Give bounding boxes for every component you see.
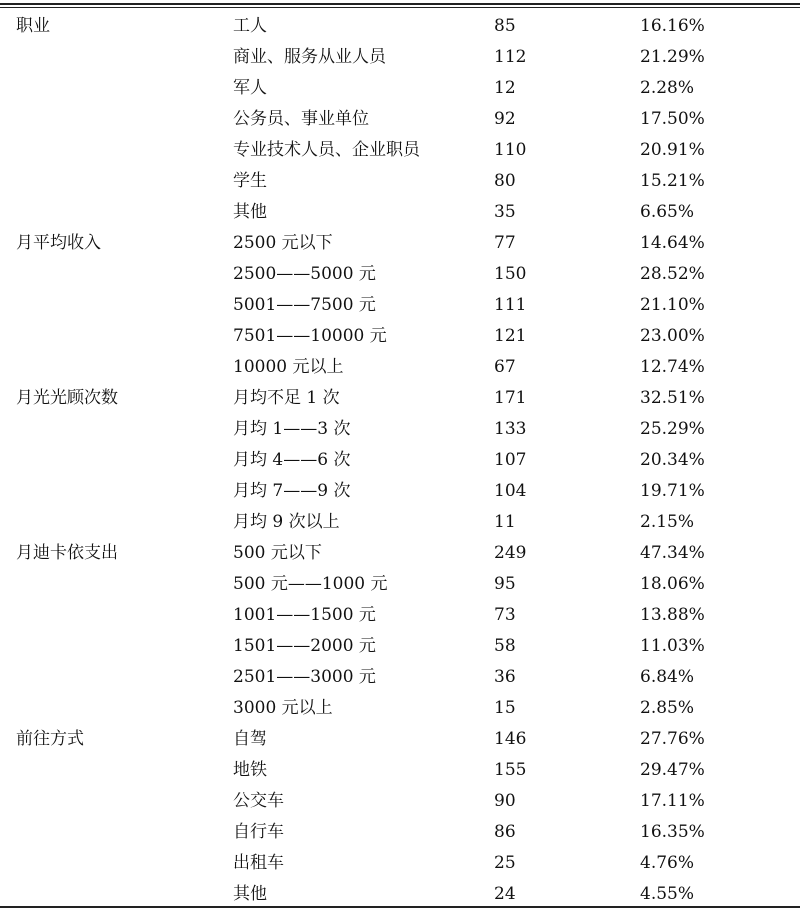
row-category: 其他 (233, 884, 267, 904)
row-category: 月均 7——9 次 (233, 481, 351, 501)
row-percent: 47.34% (640, 543, 705, 563)
table-row (0, 538, 800, 569)
row-percent: 4.76% (640, 853, 695, 873)
table-row (0, 414, 800, 445)
table-row (0, 11, 800, 42)
row-percent: 20.91% (640, 140, 705, 160)
row-count: 92 (494, 109, 516, 129)
row-percent: 15.21% (640, 171, 705, 191)
row-percent: 17.11% (640, 791, 705, 811)
table-row (0, 197, 800, 228)
row-category: 月均 4——6 次 (233, 450, 351, 470)
row-group-label: 月平均收入 (16, 233, 101, 253)
table-row (0, 445, 800, 476)
table-row (0, 228, 800, 259)
row-percent: 19.71% (640, 481, 705, 501)
row-count: 110 (494, 140, 527, 160)
row-category: 月均不足 1 次 (233, 388, 340, 408)
row-category: 地铁 (233, 760, 267, 780)
table-row (0, 259, 800, 290)
row-category: 5001——7500 元 (233, 295, 376, 315)
table-row (0, 600, 800, 631)
row-category: 公务员、事业单位 (233, 109, 369, 129)
row-count: 85 (494, 16, 516, 36)
row-percent: 2.15% (640, 512, 695, 532)
table-row (0, 817, 800, 848)
row-percent: 2.85% (640, 698, 695, 718)
row-percent: 18.06% (640, 574, 705, 594)
row-count: 15 (494, 698, 516, 718)
row-count: 171 (494, 388, 527, 408)
row-percent: 20.34% (640, 450, 705, 470)
row-category: 3000 元以上 (233, 698, 333, 718)
row-category: 自驾 (233, 729, 267, 749)
row-count: 121 (494, 326, 527, 346)
table-row (0, 73, 800, 104)
row-percent: 12.74% (640, 357, 705, 377)
row-count: 104 (494, 481, 527, 501)
row-category: 7501——10000 元 (233, 326, 387, 346)
table-row (0, 42, 800, 73)
row-percent: 4.55% (640, 884, 695, 904)
table-row (0, 321, 800, 352)
table-row (0, 631, 800, 662)
row-count: 112 (494, 47, 527, 67)
row-percent: 13.88% (640, 605, 705, 625)
row-count: 67 (494, 357, 516, 377)
table-row (0, 135, 800, 166)
row-category: 500 元——1000 元 (233, 574, 388, 594)
row-group-label: 月迪卡依支出 (16, 543, 118, 563)
row-category: 500 元以下 (233, 543, 322, 563)
row-percent: 32.51% (640, 388, 705, 408)
row-count: 133 (494, 419, 527, 439)
row-count: 77 (494, 233, 516, 253)
row-category: 2501——3000 元 (233, 667, 376, 687)
table-row (0, 755, 800, 786)
row-percent: 14.64% (640, 233, 705, 253)
row-category: 商业、服务从业人员 (233, 47, 386, 67)
table-row (0, 662, 800, 693)
row-count: 249 (494, 543, 527, 563)
statistics-table (0, 11, 800, 910)
row-group-label: 前往方式 (16, 729, 84, 749)
row-group-label: 月光光顾次数 (16, 388, 118, 408)
row-percent: 27.76% (640, 729, 705, 749)
row-percent: 23.00% (640, 326, 705, 346)
row-category: 月均 9 次以上 (233, 512, 340, 532)
table-row (0, 848, 800, 879)
row-count: 86 (494, 822, 516, 842)
row-percent: 16.35% (640, 822, 705, 842)
row-percent: 29.47% (640, 760, 705, 780)
table-row (0, 786, 800, 817)
table-row (0, 104, 800, 135)
row-category: 1501——2000 元 (233, 636, 376, 656)
row-category: 专业技术人员、企业职员 (233, 140, 420, 160)
row-percent: 17.50% (640, 109, 705, 129)
table-bottom-rule (0, 906, 800, 908)
row-percent: 16.16% (640, 16, 705, 36)
row-category: 10000 元以上 (233, 357, 344, 377)
row-percent: 2.28% (640, 78, 695, 98)
row-percent: 28.52% (640, 264, 705, 284)
table-row (0, 352, 800, 383)
row-category: 军人 (233, 78, 267, 98)
row-percent: 6.84% (640, 667, 695, 687)
table-row (0, 166, 800, 197)
row-percent: 21.29% (640, 47, 705, 67)
table-row (0, 693, 800, 724)
row-group-label: 职业 (16, 16, 50, 36)
row-percent: 6.65% (640, 202, 695, 222)
table-top-rule-thin (0, 7, 800, 8)
row-category: 其他 (233, 202, 267, 222)
row-percent: 11.03% (640, 636, 705, 656)
row-percent: 21.10% (640, 295, 705, 315)
row-count: 80 (494, 171, 516, 191)
table-row (0, 724, 800, 755)
row-count: 73 (494, 605, 516, 625)
row-count: 155 (494, 760, 527, 780)
row-count: 90 (494, 791, 516, 811)
row-count: 107 (494, 450, 527, 470)
row-count: 95 (494, 574, 516, 594)
row-percent: 25.29% (640, 419, 705, 439)
row-count: 146 (494, 729, 527, 749)
row-category: 月均 1——3 次 (233, 419, 351, 439)
row-count: 36 (494, 667, 516, 687)
row-category: 工人 (233, 16, 267, 36)
row-category: 学生 (233, 171, 267, 191)
row-category: 公交车 (233, 791, 284, 811)
row-count: 35 (494, 202, 516, 222)
table-row (0, 383, 800, 414)
row-count: 150 (494, 264, 527, 284)
row-count: 58 (494, 636, 516, 656)
table-top-rule-thick (0, 3, 800, 5)
row-count: 111 (494, 295, 527, 315)
table-row (0, 507, 800, 538)
row-count: 25 (494, 853, 516, 873)
row-count: 12 (494, 78, 516, 98)
row-count: 24 (494, 884, 516, 904)
row-category: 自行车 (233, 822, 284, 842)
row-category: 出租车 (233, 853, 284, 873)
row-count: 11 (494, 512, 516, 532)
row-category: 2500——5000 元 (233, 264, 376, 284)
table-row (0, 290, 800, 321)
table-row (0, 569, 800, 600)
row-category: 1001——1500 元 (233, 605, 376, 625)
row-category: 2500 元以下 (233, 233, 333, 253)
table-row (0, 476, 800, 507)
